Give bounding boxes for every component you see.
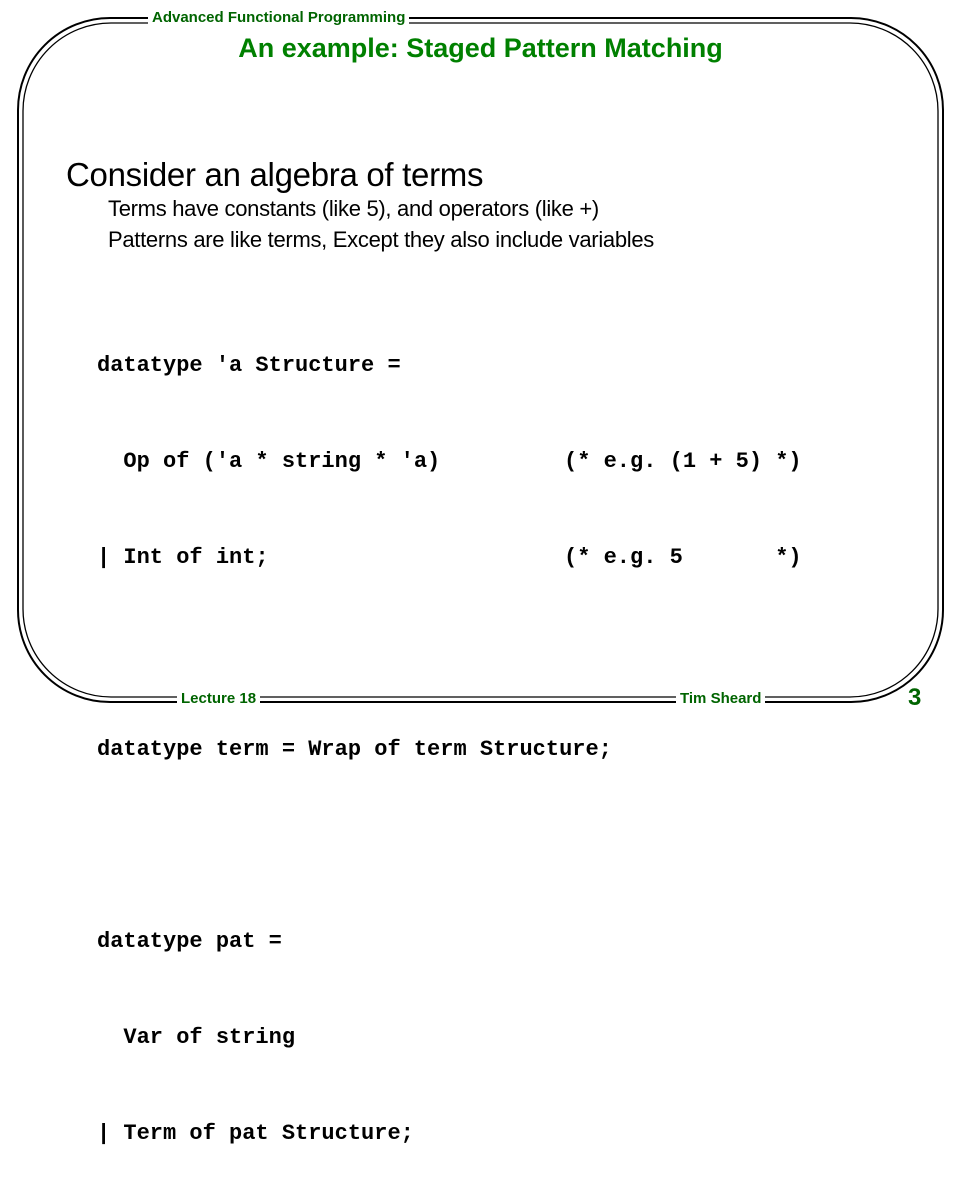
code-line — [97, 638, 802, 670]
code-line — [97, 830, 802, 862]
code-line — [97, 734, 802, 766]
code-line — [97, 350, 802, 382]
code-line — [97, 446, 802, 478]
code-line — [97, 1118, 802, 1150]
code-comment: (* e.g. 5 *) — [564, 545, 802, 570]
lecture-label: Lecture 18 — [177, 690, 260, 707]
code-text: datatype 'a Structure = — [97, 353, 401, 378]
code-text: datatype pat = — [97, 929, 282, 954]
slide-title: An example: Staged Pattern Matching — [238, 33, 723, 63]
bullet-terms: Terms have constants (like 5), and operators (like +) — [108, 196, 599, 221]
code-comment: (* e.g. (1 + 5) *) — [564, 449, 802, 474]
code-text: datatype term = Wrap of term Structure; — [97, 737, 612, 762]
bullet-patterns: Patterns are like terms, Except they also include variables — [108, 227, 655, 252]
code-block — [97, 286, 802, 1182]
code-line — [97, 542, 802, 574]
main-heading: Consider an algebra of terms — [66, 156, 484, 193]
code-line — [97, 926, 802, 958]
code-line — [97, 1022, 802, 1054]
author-label: Tim Sheard — [676, 690, 765, 707]
course-label: Advanced Functional Programming — [148, 9, 409, 26]
code-text: Var of string — [97, 1025, 296, 1050]
code-text: | Int of int; — [97, 545, 269, 570]
code-text: | Term of pat Structure; — [97, 1121, 414, 1146]
code-text: Op of ('a * string * 'a) — [97, 449, 441, 474]
page-number: 3 — [908, 684, 922, 711]
